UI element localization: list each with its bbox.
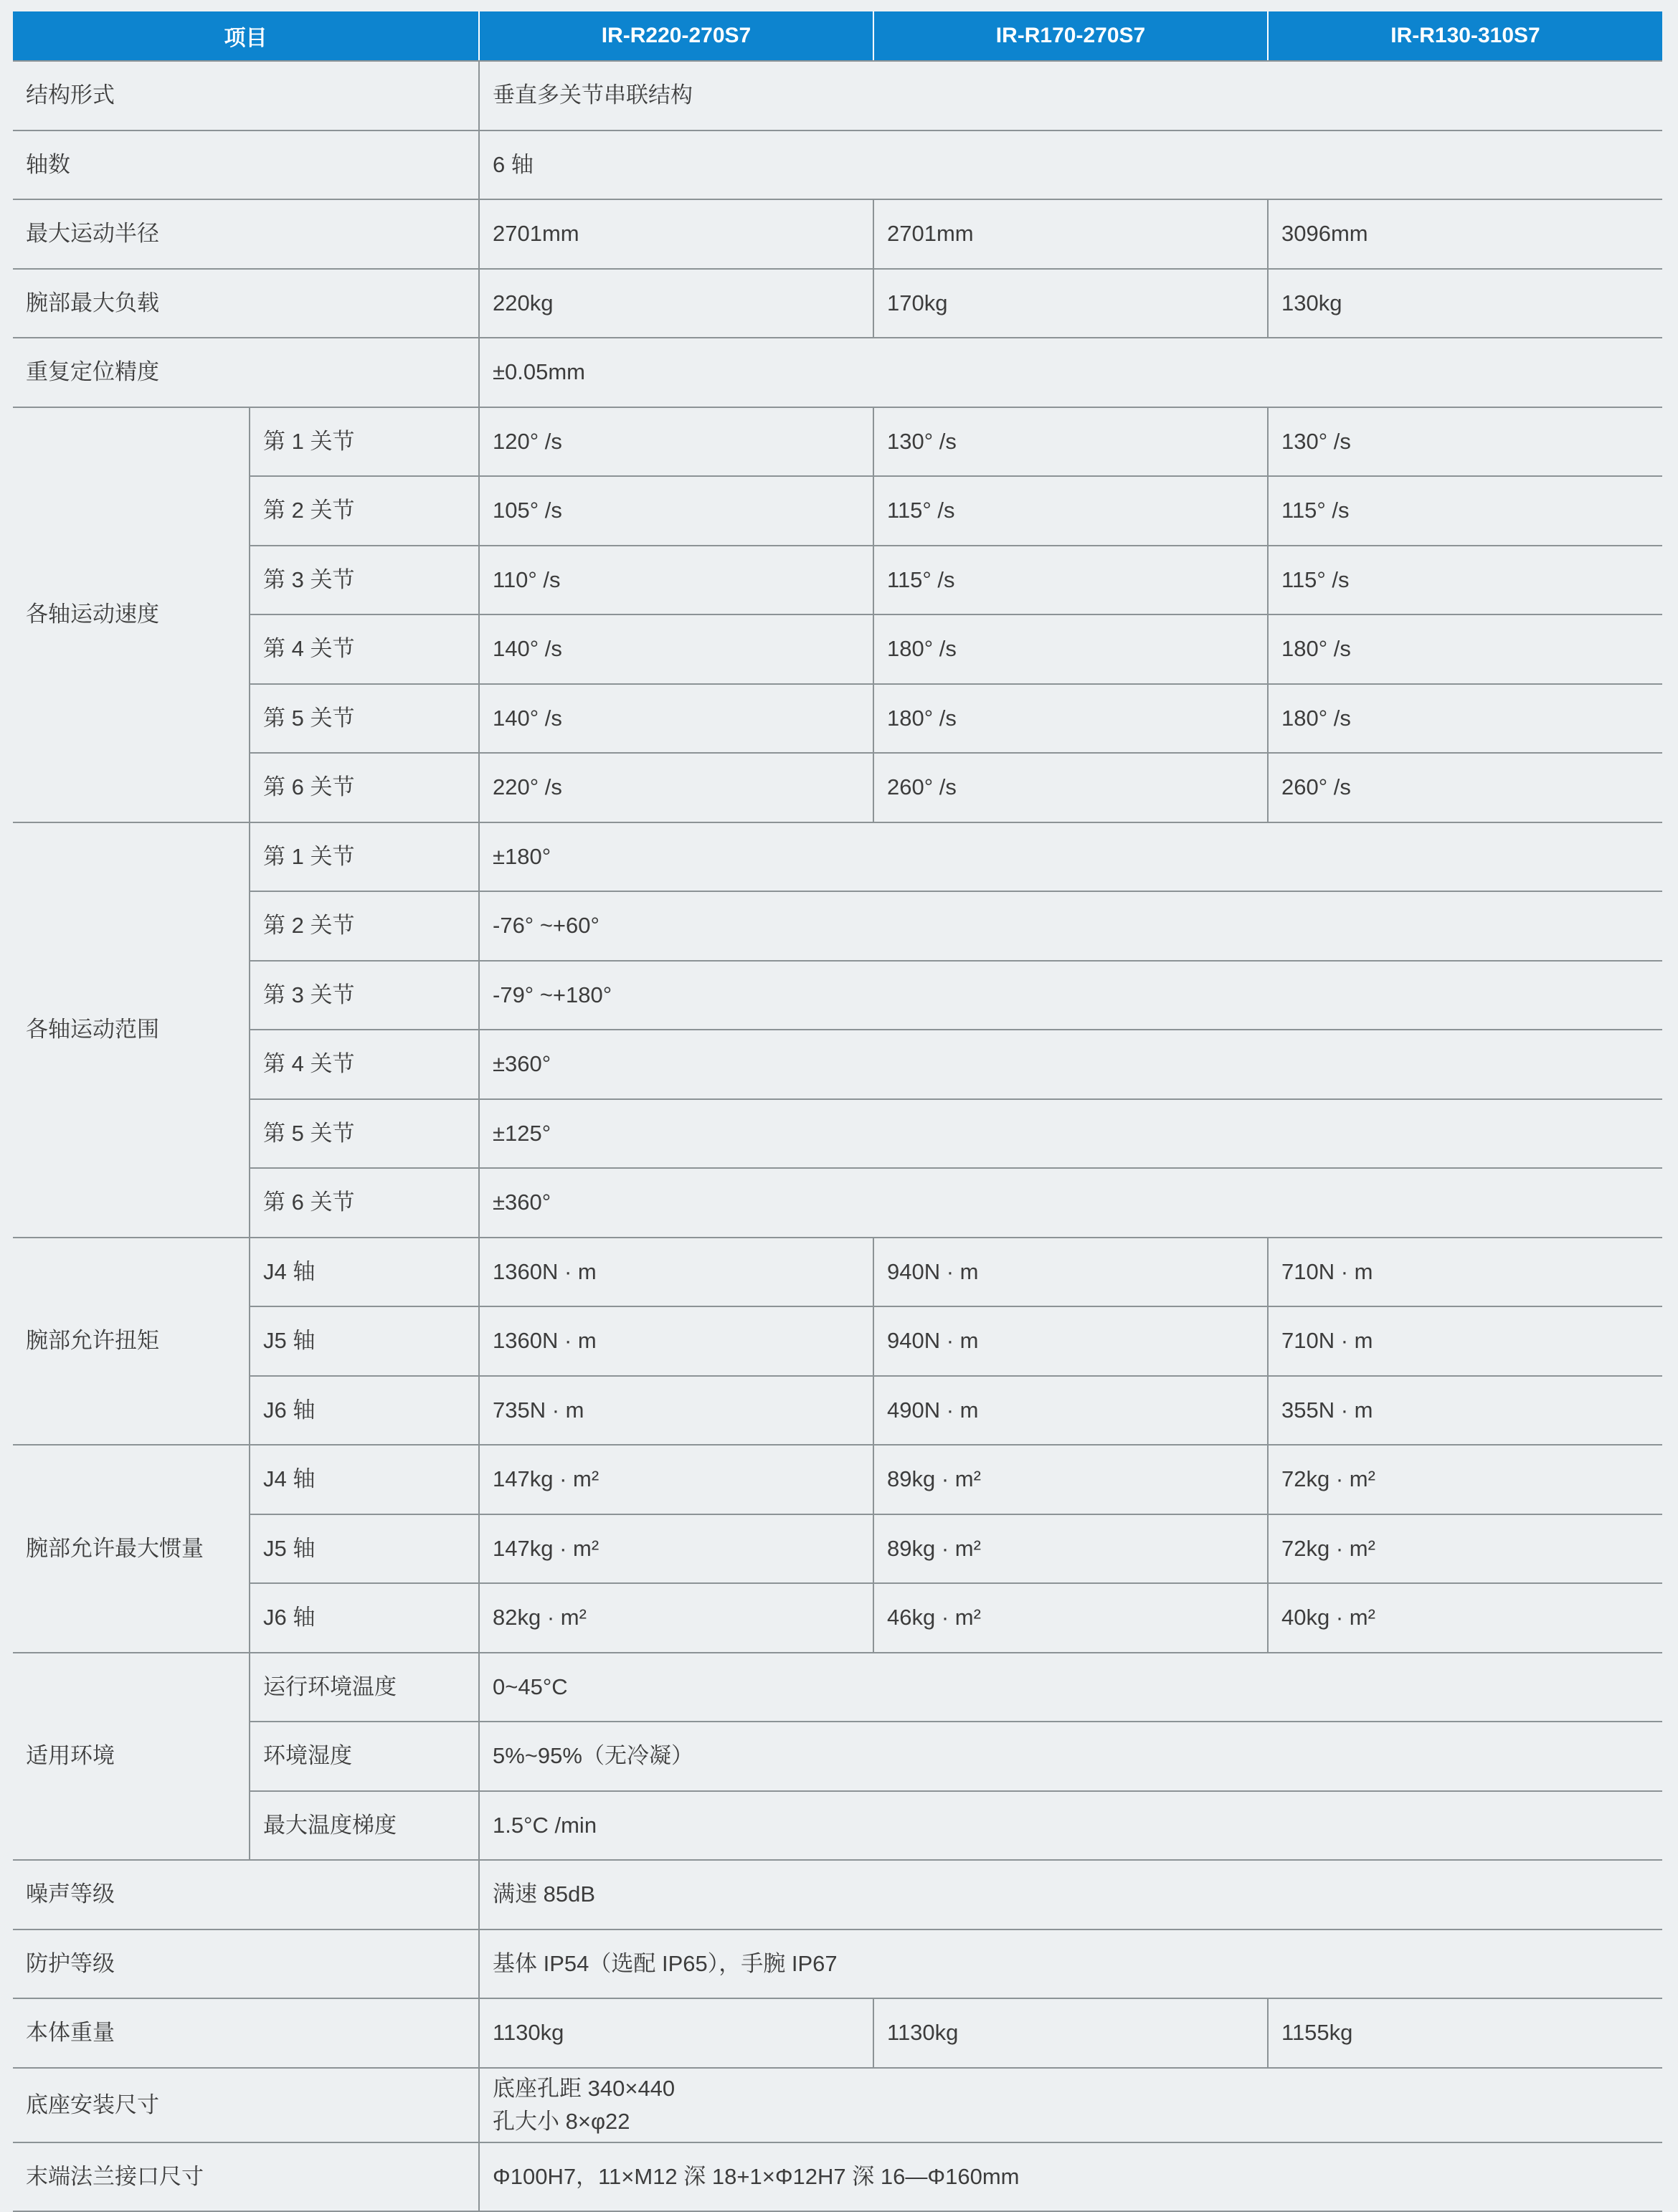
value-cell: 130° /s [1268, 407, 1662, 477]
value-cell-merged: ±360° [479, 1030, 1662, 1099]
sub-label: 第 2 关节 [250, 476, 479, 546]
table-row [13, 407, 1662, 477]
value-cell-merged: 5%~95%（无冷凝） [479, 1722, 1662, 1791]
value-cell: 115° /s [1268, 476, 1662, 546]
spec-table [13, 11, 1662, 2212]
table-row [13, 753, 1662, 822]
group-label: 各轴运动范围 [13, 822, 250, 1238]
table-row [13, 61, 1662, 130]
value-cell: 1130kg [479, 1998, 873, 2068]
value-cell: 940N · m [873, 1306, 1268, 1376]
group-label: 适用环境 [13, 1653, 250, 1861]
sub-label: 第 4 关节 [250, 1030, 479, 1099]
table-row [13, 269, 1662, 338]
row-label: 末端法兰接口尺寸 [13, 2142, 479, 2212]
value-cell-merged: 6 轴 [479, 130, 1662, 200]
table-row [13, 1030, 1662, 1099]
table-row [13, 684, 1662, 754]
value-cell: 46kg · m² [873, 1583, 1268, 1653]
sub-label: 第 1 关节 [250, 407, 479, 477]
table-row [13, 1722, 1662, 1791]
table-row [13, 476, 1662, 546]
value-cell: 2701mm [873, 199, 1268, 269]
row-label: 防护等级 [13, 1929, 479, 1999]
row-label: 底座安装尺寸 [13, 2068, 479, 2142]
value-cell: 710N · m [1268, 1306, 1662, 1376]
value-cell-merged: -76° ~+60° [479, 891, 1662, 961]
value-cell: 147kg · m² [479, 1514, 873, 1584]
table-row [13, 1929, 1662, 1999]
value-cell: 1130kg [873, 1998, 1268, 2068]
table-row [13, 2142, 1662, 2212]
row-label: 结构形式 [13, 61, 479, 130]
sub-label: J6 轴 [250, 1583, 479, 1653]
value-cell: 355N · m [1268, 1376, 1662, 1446]
row-label: 腕部最大负载 [13, 269, 479, 338]
value-cell: 180° /s [1268, 614, 1662, 684]
value-cell: 89kg · m² [873, 1514, 1268, 1584]
value-cell: 1360N · m [479, 1238, 873, 1307]
sub-label: 第 3 关节 [250, 961, 479, 1030]
value-line: 孔大小 8×φ22 [493, 2108, 630, 2134]
table-row [13, 822, 1662, 892]
value-cell-merged: Φ100H7，11×M12 深 18+1×Φ12H7 深 16—Φ160mm [479, 2142, 1662, 2212]
sub-label: 运行环境温度 [250, 1653, 479, 1722]
table-row [13, 1998, 1662, 2068]
value-cell-merged: 基体 IP54（选配 IP65），手腕 IP67 [479, 1929, 1662, 1999]
value-cell-merged: ±180° [479, 822, 1662, 892]
table-row [13, 130, 1662, 200]
value-cell: 140° /s [479, 614, 873, 684]
value-cell-merged: 垂直多关节串联结构 [479, 61, 1662, 130]
table-row [13, 1168, 1662, 1238]
value-cell: 220kg [479, 269, 873, 338]
sub-label: 第 4 关节 [250, 614, 479, 684]
value-cell: 140° /s [479, 684, 873, 754]
value-line: 底座孔距 340×440 [493, 2075, 676, 2101]
group-label: 腕部允许扭矩 [13, 1238, 250, 1446]
sub-label: 环境湿度 [250, 1722, 479, 1791]
value-cell: 940N · m [873, 1238, 1268, 1307]
value-cell-merged: ±360° [479, 1168, 1662, 1238]
value-cell-merged: 0~45°C [479, 1653, 1662, 1722]
value-cell: 260° /s [873, 753, 1268, 822]
value-cell: 105° /s [479, 476, 873, 546]
value-cell: 220° /s [479, 753, 873, 822]
sub-label: 第 5 关节 [250, 684, 479, 754]
value-cell: 260° /s [1268, 753, 1662, 822]
sub-label: J6 轴 [250, 1376, 479, 1446]
sub-label: J4 轴 [250, 1238, 479, 1307]
table-row [13, 546, 1662, 615]
value-cell: 180° /s [873, 684, 1268, 754]
table-row [13, 891, 1662, 961]
value-cell: 1155kg [1268, 1998, 1662, 2068]
value-cell: 490N · m [873, 1376, 1268, 1446]
table-row [13, 1238, 1662, 1307]
sub-label: 第 6 关节 [250, 1168, 479, 1238]
header-model-2: IR-R170-270S7 [873, 11, 1268, 61]
value-cell: 115° /s [873, 476, 1268, 546]
value-cell: 40kg · m² [1268, 1583, 1662, 1653]
sub-label: 第 6 关节 [250, 753, 479, 822]
header-model-1: IR-R220-270S7 [479, 11, 873, 61]
value-cell: 110° /s [479, 546, 873, 615]
row-label: 重复定位精度 [13, 338, 479, 407]
value-cell-merged: -79° ~+180° [479, 961, 1662, 1030]
sub-label: J5 轴 [250, 1306, 479, 1376]
table-row [13, 338, 1662, 407]
table-row [13, 1583, 1662, 1653]
value-cell: 3096mm [1268, 199, 1662, 269]
value-cell: 130° /s [873, 407, 1268, 477]
value-cell: 82kg · m² [479, 1583, 873, 1653]
value-cell: 130kg [1268, 269, 1662, 338]
sub-label: 第 1 关节 [250, 822, 479, 892]
value-cell-merged: ±125° [479, 1099, 1662, 1169]
value-cell: 735N · m [479, 1376, 873, 1446]
table-row [13, 961, 1662, 1030]
row-label: 噪声等级 [13, 1860, 479, 1929]
table-row [13, 2068, 1662, 2142]
table-row [13, 1653, 1662, 1722]
sub-label: 第 5 关节 [250, 1099, 479, 1169]
value-cell-merged: 1.5°C /min [479, 1791, 1662, 1861]
table-row [13, 1791, 1662, 1861]
sub-label: J4 轴 [250, 1445, 479, 1514]
sub-label: 第 2 关节 [250, 891, 479, 961]
value-cell-merged: ±0.05mm [479, 338, 1662, 407]
value-cell: 2701mm [479, 199, 873, 269]
table-row [13, 1860, 1662, 1929]
value-cell: 1360N · m [479, 1306, 873, 1376]
group-label: 腕部允许最大惯量 [13, 1445, 250, 1653]
value-cell-merged [479, 2068, 1662, 2142]
sub-label: J5 轴 [250, 1514, 479, 1584]
value-cell: 180° /s [1268, 684, 1662, 754]
table-row [13, 614, 1662, 684]
value-cell: 147kg · m² [479, 1445, 873, 1514]
table-row [13, 1099, 1662, 1169]
table-row [13, 1306, 1662, 1376]
group-label: 各轴运动速度 [13, 407, 250, 822]
value-cell: 115° /s [873, 546, 1268, 615]
value-cell: 710N · m [1268, 1238, 1662, 1307]
row-label: 本体重量 [13, 1998, 479, 2068]
value-cell: 170kg [873, 269, 1268, 338]
header-item: 项目 [13, 11, 479, 61]
table-row [13, 1376, 1662, 1446]
value-cell: 72kg · m² [1268, 1514, 1662, 1584]
value-cell: 120° /s [479, 407, 873, 477]
value-cell-merged: 满速 85dB [479, 1860, 1662, 1929]
sub-label: 第 3 关节 [250, 546, 479, 615]
table-row [13, 1445, 1662, 1514]
value-cell: 115° /s [1268, 546, 1662, 615]
value-cell: 180° /s [873, 614, 1268, 684]
spec-table-container [13, 11, 1662, 2212]
row-label: 最大运动半径 [13, 199, 479, 269]
value-cell: 89kg · m² [873, 1445, 1268, 1514]
value-cell: 72kg · m² [1268, 1445, 1662, 1514]
table-row [13, 1514, 1662, 1584]
sub-label: 最大温度梯度 [250, 1791, 479, 1861]
table-header-row [13, 11, 1662, 61]
row-label: 轴数 [13, 130, 479, 200]
header-model-3: IR-R130-310S7 [1268, 11, 1662, 61]
table-body [13, 61, 1662, 2211]
table-row [13, 199, 1662, 269]
